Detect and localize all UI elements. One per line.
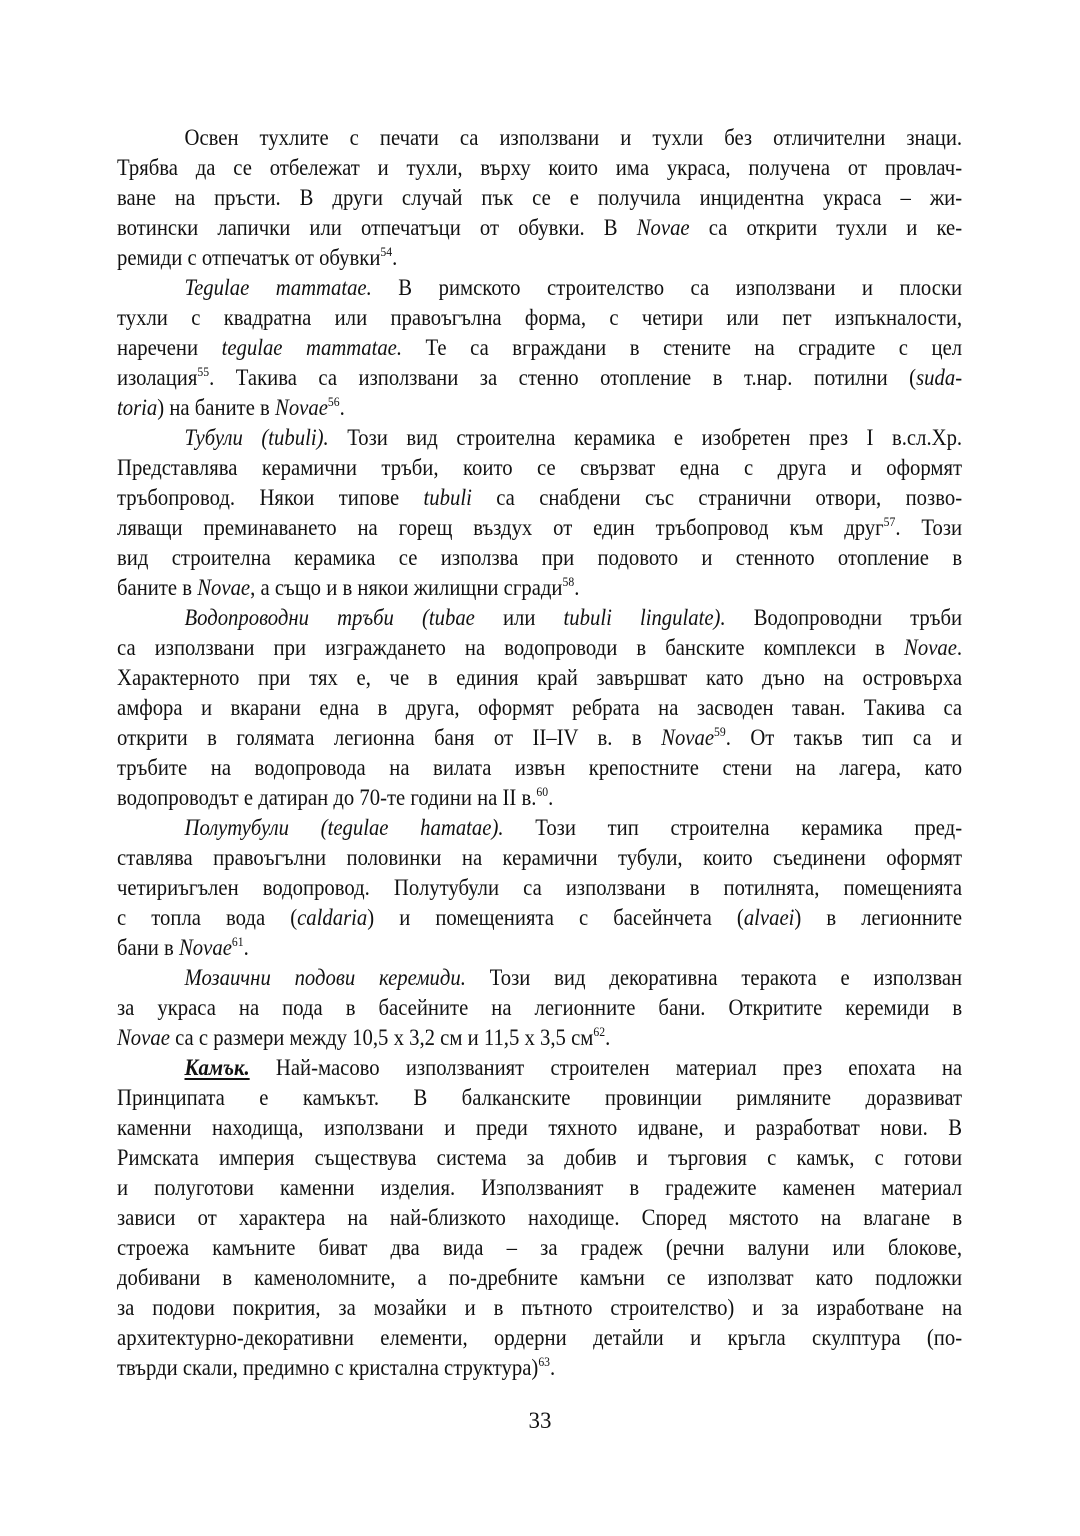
text-line [117,813,962,843]
text-segment: са снабдени със странични отвори, позво- [471,485,963,510]
text-segment: ляващи преминаването на горещ въздух от един тръбопровод към друг [117,515,884,540]
text-segment: за подови покрития, за мозайки и в пътното строителство) и за изработване на [117,1295,963,1320]
text-segment: твърди скали, предимно с кристална структура) [117,1355,539,1380]
text-line [117,513,962,543]
text-line [117,453,962,483]
text-line [117,123,962,153]
text-segment: добивани в каменоломните, а по-дребните камъни се използват като подложки [117,1265,963,1290]
text-segment: , а също и в някои жилищни сгради [250,575,563,600]
footnote-ref: 56 [327,394,340,409]
footnote-ref: 60 [536,784,549,799]
text-segment: четириъгълен водопровод. Полутубули са използвани в потилнята, помещенията [117,875,963,900]
footnote-ref: 58 [562,574,575,589]
text-segment: Водопроводни тръби (tubae [184,605,475,630]
text-segment: Тубули (tubuli). [184,425,329,450]
text-segment: вотински лапички или отпечатъци от обувки. В [117,215,637,240]
text-segment: тухли с квадратна или правоъгълна форма, с четири или пет изпъкналости, [117,305,963,330]
text-segment: caldaria [297,905,368,930]
text-line [117,333,962,363]
text-segment: вид строителна керамика се използва при подовото и стенното отопление в [117,545,963,570]
text-segment: за украса на пода в басейните на легионните бани. Откритите керемиди в [117,995,963,1020]
text-segment: Novae [197,575,251,600]
text-line [117,993,962,1023]
text-segment: Характерното при тях е, че в единия край завършват като дъно на островърха [117,665,963,690]
footnote-ref: 62 [593,1024,606,1039]
text-segment: Мозаични подови керемиди. [184,965,466,990]
text-segment: Водопроводни тръби [725,605,963,630]
text-segment: Освен тухлите с печати са използвани и тухли без отличителни знаци. [184,125,963,150]
text-line [117,393,962,423]
text-segment: Novae [636,215,690,240]
text-line [117,183,962,213]
text-segment: Полутубули (tegulae hamatae). [184,815,504,840]
paragraph [117,963,962,1053]
text-line [117,1323,962,1353]
text-segment: Novae [117,1025,170,1050]
text-segment: В римското строителство са използвани и плоски [371,275,963,300]
text-segment: Те са вграждани в стените на сградите с цел [402,335,963,360]
text-segment: ване на пръсти. В други случай пък се е получила инцидентна украса – жи- [117,185,963,210]
text-line [117,1233,962,1263]
text-segment: alvaei [743,905,795,930]
text-line [117,723,962,753]
paragraph [117,423,962,603]
text-segment: водопроводът е датиран до 70-те години на II в. [117,785,537,810]
text-segment: Представлява керамични тръби, които се свързват една с друга и оформят [117,455,963,480]
text-segment: Този вид строителна керамика е изобретен през I в.сл.Хр. [328,425,963,450]
text-line [117,273,962,303]
text-segment: наречени [117,335,222,360]
text-line [117,363,962,393]
text-segment: . [605,1025,611,1050]
footnote-ref: 54 [380,244,393,259]
text-segment: Novae [275,395,328,420]
text-line [117,1083,962,1113]
text-segment: tegulae mammatae. [221,335,403,360]
text-segment: са открити тухли и ке- [689,215,963,240]
text-line [117,1173,962,1203]
paragraph [117,1053,962,1383]
text-segment: каменни находища, използвани и преди тяхното идване, и разработват нови. В [117,1115,963,1140]
text-line [117,543,962,573]
text-line [117,693,962,723]
text-line [117,783,962,813]
text-segment: амфора и вкарани една в друга, оформят ребрата на засводен таван. Такива са [117,695,963,720]
text-segment: баните в [117,575,198,600]
paragraph [117,273,962,423]
text-segment: toria [117,395,158,420]
text-line [117,243,962,273]
text-segment: Tegulae mammatae. [184,275,372,300]
text-segment: ) в легионните [794,905,963,930]
text-line [117,873,962,903]
text-line [117,213,962,243]
paragraph [117,603,962,813]
text-segment: ремиди с отпечатък от обувки [117,245,381,270]
footnote-ref: 57 [883,514,896,529]
text-line [117,843,962,873]
text-line [117,1143,962,1173]
text-segment: tubuli [423,485,472,510]
text-segment: ) на баните в [157,395,276,420]
text-line [117,633,962,663]
text-line [117,753,962,783]
text-segment: . От такъв тип са и [725,725,963,750]
text-line [117,1293,962,1323]
text-segment: Novae [179,935,232,960]
text-segment: изолация [117,365,198,390]
text-line [117,423,962,453]
text-line [117,663,962,693]
text-segment: . Този [895,515,963,540]
text-line [117,573,962,603]
text-segment: бани в [117,935,180,960]
text-segment: Най-масово използваният строителен материал през епохата на [249,1055,963,1080]
text-segment: са използвани при изграждането на водопроводи в банските комплекси в [117,635,905,660]
text-segment: Трябва да се отбележат и тухли, върху които има украса, получена от провлач- [117,155,963,180]
text-segment: . [392,245,398,270]
text-segment: . [548,785,554,810]
footnote-ref: 63 [538,1354,551,1369]
text-line [117,1203,962,1233]
text-segment: ) и помещенията с басейнчета ( [367,905,744,930]
text-segment: Novae [904,635,957,660]
text-line [117,303,962,333]
footnote-ref: 59 [714,724,726,739]
text-segment: . [956,635,963,660]
page-number: 33 [528,1408,552,1433]
text-line [117,483,962,513]
text-line [117,1263,962,1293]
text-segment: строежа камъните биват два вида – за градеж (речни валуни или блокове, [117,1235,963,1260]
text-line [117,1353,962,1383]
text-line [117,603,962,633]
footnote-ref: 61 [231,934,244,949]
text-line [117,1053,962,1083]
text-line [117,153,962,183]
text-segment: или [474,605,564,630]
text-line [117,933,962,963]
text-segment: . Такива са използвани за стенно отопление в т.нар. потилни ( [209,365,917,390]
text-line [117,1113,962,1143]
text-segment: тръбопровод. Някои типове [117,485,424,510]
text-segment: зависи от характера на най-близкото находище. Според мястото на влагане в [117,1205,963,1230]
text-segment: . [550,1355,556,1380]
text-segment: ставлява правоъгълни половинки на керамични тубули, които съединени оформят [117,845,963,870]
text-line [117,963,962,993]
text-segment: с топла вода ( [117,905,298,930]
text-segment: открити в голямата легионна баня от II–IV в. в [117,725,662,750]
text-segment: и полуготови каменни изделия. Използваният в градежите каменен материал [117,1175,963,1200]
text-segment: архитектурно-декоративни елементи, ордерни детайли и кръгла скулптура (по- [117,1325,963,1350]
text-segment: Този тип строителна керамика пред- [503,815,963,840]
text-segment: suda- [916,365,963,390]
text-segment: tubuli lingulate). [563,605,726,630]
text-segment: тръбите на водопровода на вилата извън крепостните стени на лагера, като [117,755,963,780]
section-heading: Камък. [184,1055,250,1080]
text-segment: Този вид декоративна теракота е използван [465,965,963,990]
text-line [117,903,962,933]
text-segment: . [243,935,249,960]
text-segment: Novae [661,725,715,750]
text-segment: . [339,395,345,420]
paragraph [117,813,962,963]
text-segment: . [574,575,580,600]
body-text [117,123,962,1383]
text-segment: Принципата е камъкът. В балканските провинции римляните доразвиват [117,1085,963,1110]
text-line [117,1023,962,1053]
text-segment: Римската империя съществува система за добив и търговия с камък, с готови [117,1145,963,1170]
text-segment: са с размери между 10,5 х 3,2 см и 11,5 х 3,5 см [169,1025,594,1050]
paragraph [117,123,962,273]
footnote-ref: 55 [197,364,210,379]
